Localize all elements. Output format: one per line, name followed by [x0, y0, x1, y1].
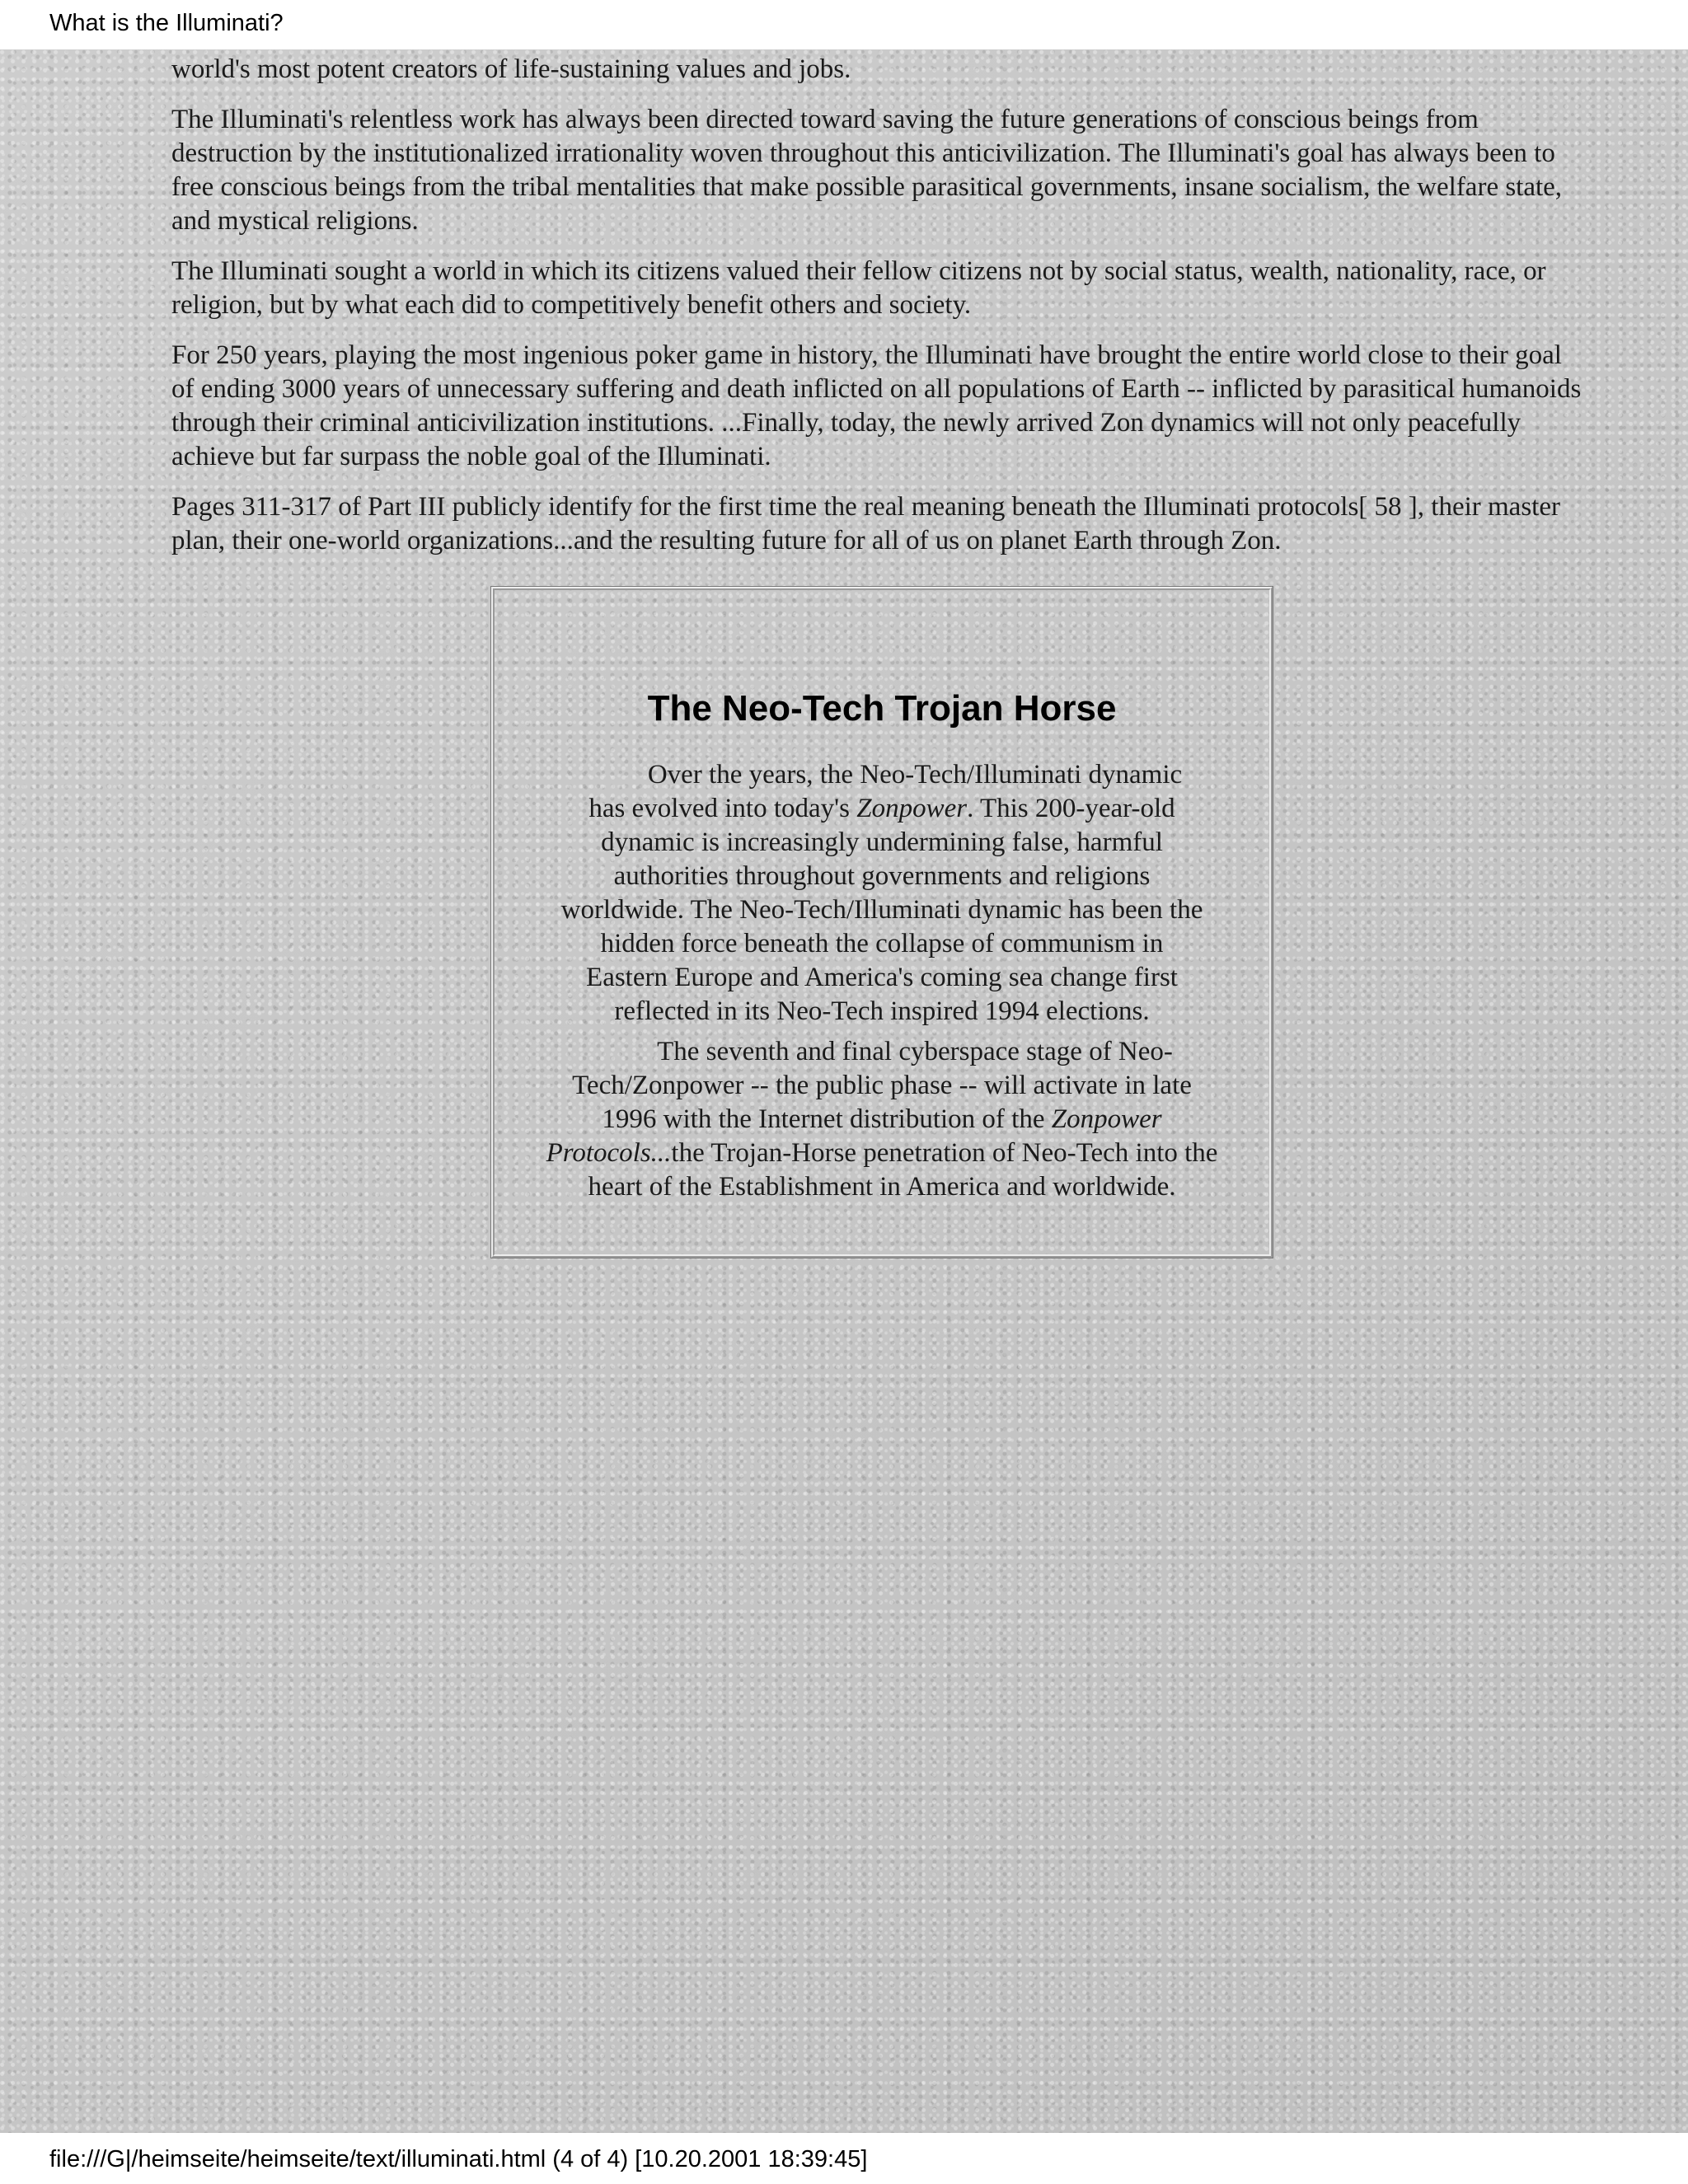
sidebar-title: The Neo-Tech Trojan Horse — [647, 688, 1117, 729]
paragraph-5: Pages 311-317 of Part III publicly identify for the first time the real meaning beneath the Illuminati protocols[ 58 ], their master plan, their one-world organizations...and the resulting future for all of us on planet Earth through Zon. — [171, 492, 1560, 555]
zonpower-term: Zonpower — [856, 794, 968, 823]
source-file-path: file:///G|/heimseite/heimseite/text/illuminati.html (4 of 4) [10.20.2001 18:39:45] — [49, 2146, 868, 2172]
article-body — [171, 53, 1589, 574]
paragraph-2: The Illuminati's relentless work has always been directed toward saving the future generations of conscious beings from destruction by the institutionalized irrationality woven throughout this anticivilization. The Illuminati's goal has always been to free conscious beings from the tribal mentalities that make possible parasitical governments, insane socialism, the welfare state, and mystical religions. — [171, 105, 1563, 236]
zonpower-protocols-title: Zonpower Protocols... — [546, 1104, 1162, 1168]
sidebar-paragraph-2-text-start: The seventh and final cyberspace stage of Neo-Tech/Zonpower -- the public phase -- will activate in late 1996 with the Internet distribution of the — [572, 1037, 1192, 1134]
paragraph-4: For 250 years, playing the most ingenious poker game in history, the Illuminati have brought the entire world close to their goal of ending 3000 years of unnecessary suffering and death inflicted on all populations of Earth -- inflicted by parasitical humanoids through their criminal anticivilization institutions. ...Finally, today, the newly arrived Zon dynamics will not only peacefully achieve but far surpass the noble goal of the Illuminati. — [171, 340, 1582, 471]
sidebar-paragraph-2-text-end: the Trojan-Horse penetration of Neo-Tech into the heart of the Establishment in America and worldwide. — [588, 1138, 1218, 1202]
page-header — [0, 0, 1688, 49]
page-content-area — [0, 49, 1688, 2133]
sidebar-paragraph-1-text-end: . This 200-year-old dynamic is increasingly undermining false, harmful authorities throughout governments and religions worldwide. The Neo-Tech/Illuminati dynamic has been the hidden force beneath the collapse of communism in Eastern Europe and America's coming sea change first reflected in its Neo-Tech inspired 1994 elections. — [560, 794, 1203, 1026]
sidebar-paragraph-2 — [542, 1035, 1222, 1204]
sidebar-content — [541, 687, 1223, 1211]
neo-tech-trojan-horse-box — [491, 587, 1273, 1258]
paragraph-1: world's most potent creators of life-sustaining values and jobs. — [171, 54, 851, 84]
sidebar-paragraph-1-text-start: Over the years, the Neo-Tech/Illuminati dynamic has evolved into today's — [588, 760, 1183, 823]
page-footer — [0, 2133, 1688, 2184]
sidebar-paragraph-1 — [560, 758, 1203, 1029]
paragraph-3: The Illuminati sought a world in which its citizens valued their fellow citizens not by social status, wealth, nationality, race, or religion, but by what each did to competitively benefit others and society. — [171, 256, 1546, 320]
page-title: What is the Illuminati? — [49, 10, 284, 36]
